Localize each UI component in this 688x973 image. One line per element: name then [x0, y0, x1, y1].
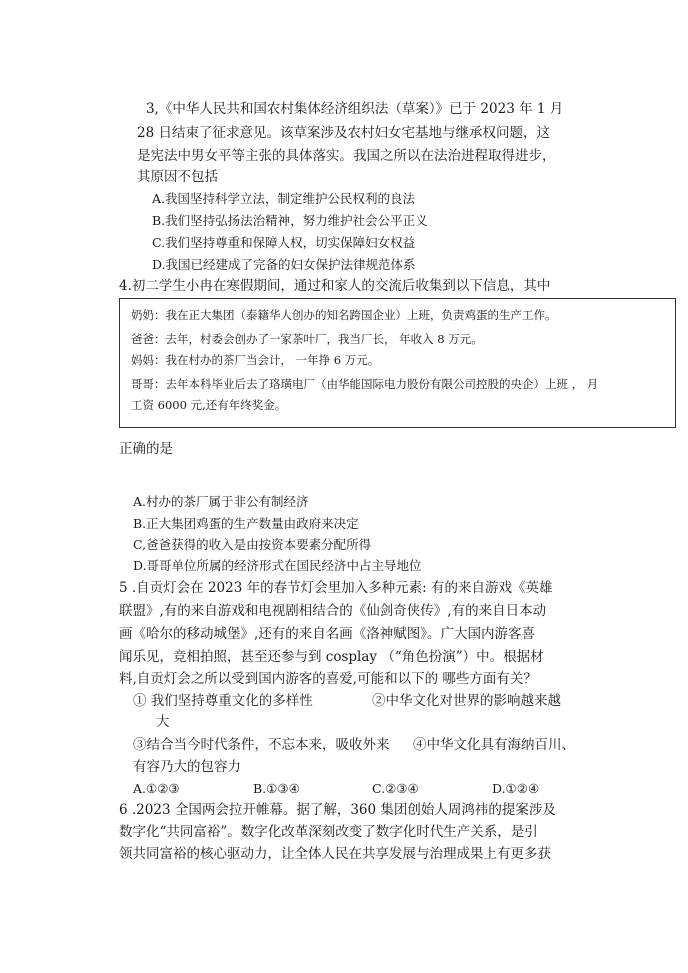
q6-line-3: 领共同富裕的核心驱动力，让全体人民在共享发展与治理成果上有更多获 — [119, 846, 551, 862]
q3-line-4: 其原因不包括 — [137, 169, 218, 185]
q6-line-2: 数字化“共同富裕”。数字化改革深刻改变了数字化时代生产关系，是引 — [119, 824, 538, 840]
q3-option-b: B.我们坚持弘扬法治精神，努力维护社会公平正义 — [152, 213, 428, 228]
q3-option-a: A.我国坚持科学立法，制定维护公民权利的良法 — [152, 191, 416, 206]
q5-item-2: ②中华文化对世界的影响越来越 — [372, 693, 561, 709]
q4-option-a: A.村办的茶厂属于非公有制经济 — [133, 494, 309, 509]
q4-tail: 正确的是 — [119, 441, 173, 457]
q5-choice-c: C.②③④ — [372, 781, 419, 796]
q5-item-4-cont: 有容乃大的包容力 — [133, 759, 241, 775]
q3-option-c: C.我们坚持尊重和保障人权，切实保障妇女权益 — [152, 235, 416, 250]
q5-choice-b: B.①③④ — [253, 781, 300, 796]
q5-item-3: ③结合当今时代条件，不忘本来，吸收外来 — [133, 737, 390, 753]
q5-line-1: 5 .自贡灯会在 2023 年的春节灯会里加入多种元素: 有的来自游戏《英雄 — [119, 580, 553, 596]
q3-line-2: 28 日结束了征求意见。该草案涉及农村妇女宅基地与继承权问题，这 — [137, 125, 550, 141]
q4-option-b: B.正大集团鸡蛋的生产数量由政府来决定 — [133, 516, 359, 531]
q4-material-box — [119, 298, 676, 428]
q5-line-2: 联盟》,有的来自游戏和电视剧相结合的《仙剑奇侠传》,有的来自日本动 — [119, 603, 547, 619]
q3-line-3: 是宪法中男女平等主张的具体落实。我国之所以在法治进程取得进步， — [137, 148, 556, 164]
q4-box-line-brother-cont: 工资 6000 元,还有年终奖金。 — [131, 398, 287, 412]
q4-box-line-dad: 爸爸：去年，村委会创办了一家茶叶厂，我当厂长， 年收入 8 万元。 — [131, 332, 483, 346]
q4-box-line-brother: 哥哥：去年本科毕业后去了珞璜电厂（由华能国际电力股份有限公司控股的央企）上班 ， 月 — [131, 377, 599, 391]
q6-line-1: 6 .2023 全国两会拉开帷幕。据了解，360 集团创始人周鸿祎的提案涉及 — [119, 802, 556, 818]
q5-line-3: 画《哈尔的移动城堡》,还有的来自名画《洛神赋图》。广大国内游客喜 — [119, 626, 536, 642]
q4-box-line-mom: 妈妈：我在村办的茶厂当会计， 一年挣 6 万元。 — [131, 353, 380, 367]
q5-choice-a: A.①②③ — [133, 781, 180, 796]
q3-option-d: D.我国已经建成了完备的妇女保护法律规范体系 — [152, 257, 416, 272]
q4-stem: 4.初二学生小冉在寒假期间，通过和家人的交流后收集到以下信息，其中 — [119, 278, 551, 294]
q4-option-d: D.哥哥单位所属的经济形式在国民经济中占主导地位 — [133, 558, 422, 573]
q3-line-1: 3,《中华人民共和国农村集体经济组织法（草案）》已于 2023 年 1 月 — [146, 101, 564, 117]
q5-item-1: ① 我们坚持尊重文化的多样性 — [133, 693, 313, 709]
q5-item-4: ④中华文化具有海纳百川、 — [413, 737, 575, 753]
q5-choice-d: D.①②④ — [492, 781, 540, 796]
q5-line-5: 料,自贡灯会之所以受到国内游客的喜爱,可能和以下的 哪些方面有关？ — [119, 671, 537, 687]
q5-item-2-cont: 大 — [156, 714, 170, 730]
q4-box-line-grandma: 奶奶：我在正大集团（泰籍华人创办的知名跨国企业）上班，负责鸡蛋的生产工作。 — [131, 308, 557, 322]
q4-option-c: C,爸爸获得的收入是由按资本要素分配所得 — [133, 537, 372, 552]
q5-line-4: 闻乐见，竞相拍照，甚至还参与到 cosplay （“角色扮演”）中。根据材 — [119, 649, 544, 665]
